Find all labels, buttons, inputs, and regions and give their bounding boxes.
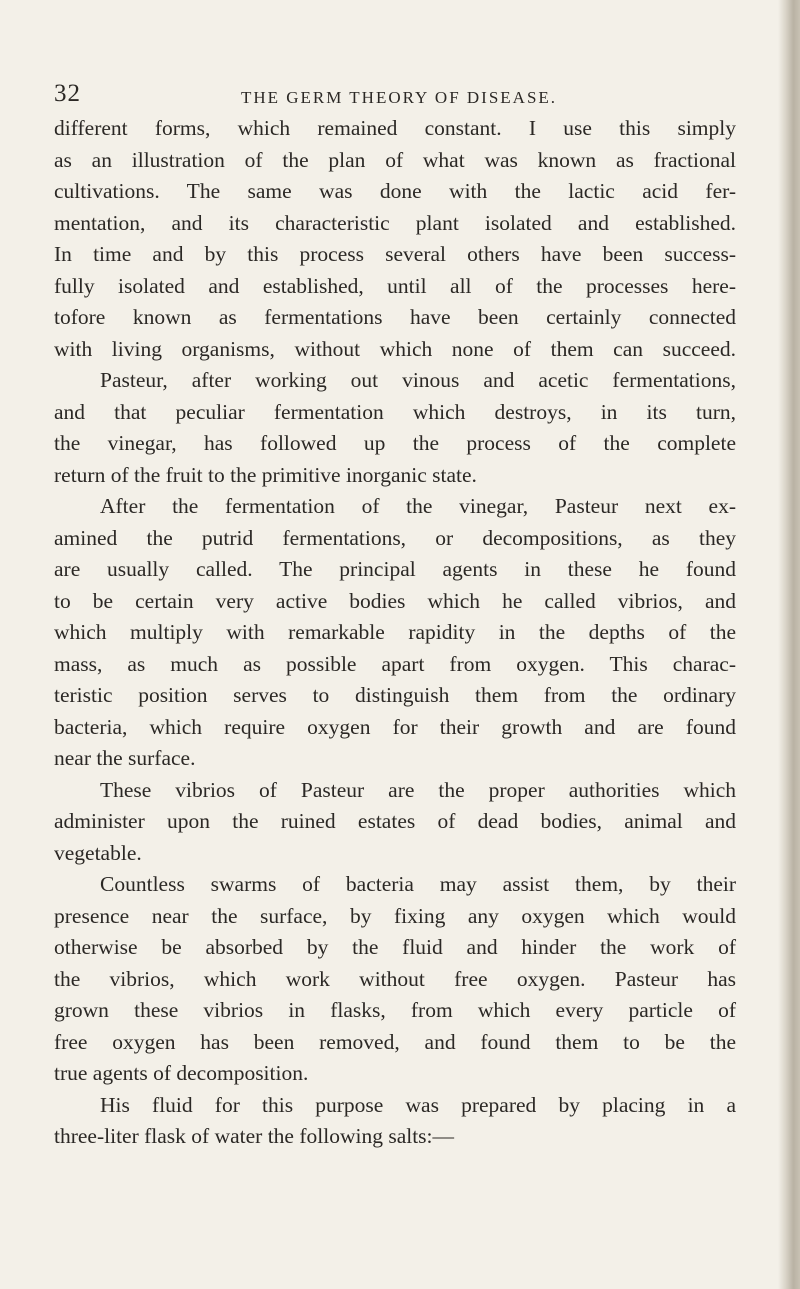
- text-line: the vinegar, has followed up the process of the complete: [54, 431, 736, 455]
- text-line: grown these vibrios in flasks, from which every particle of: [54, 998, 736, 1022]
- running-head: [54, 80, 744, 110]
- text-line: different forms, which remained constant. I use this simply: [54, 116, 736, 140]
- text-line: mentation, and its characteristic plant isolated and established.: [54, 210, 736, 235]
- text-line: three-liter flask of water the following salts:—: [54, 1124, 455, 1148]
- text-line: presence near the surface, by fixing any oxygen which would: [54, 903, 736, 928]
- page-edge-shadow: [778, 0, 800, 1289]
- text-line: amined the putrid fermentations, or decompositions, as they: [54, 525, 736, 550]
- text-line: cultivations. The same was done with the lactic acid fer-: [54, 179, 736, 203]
- text-line: near the surface.: [54, 746, 196, 770]
- text-line: the vibrios, which work without free oxygen. Pasteur has: [54, 966, 736, 991]
- running-title: THE GERM THEORY OF DISEASE.: [240, 88, 558, 107]
- text-line: free oxygen has been removed, and found them to be the: [54, 1029, 736, 1054]
- text-line: which multiply with remarkable rapidity in the depths of the: [54, 620, 736, 644]
- text-line: teristic position serves to distinguish them from the ordinary: [54, 683, 736, 707]
- text-line: His fluid for this purpose was prepared by placing in a: [100, 1092, 736, 1117]
- text-line: fully isolated and established, until all of the processes here-: [54, 273, 736, 298]
- text-line: administer upon the ruined estates of dead bodies, animal and: [54, 809, 736, 833]
- text-line: as an illustration of the plan of what was known as fractional: [54, 147, 736, 172]
- text-line: mass, as much as possible apart from oxygen. This charac-: [54, 651, 736, 676]
- text-line: with living organisms, without which none of them can succeed.: [54, 336, 736, 361]
- text-line: After the fermentation of the vinegar, Pasteur next ex-: [100, 494, 736, 518]
- text-line: are usually called. The principal agents in these he found: [54, 557, 736, 581]
- text-line: These vibrios of Pasteur are the proper authorities which: [100, 777, 736, 802]
- text-line: return of the fruit to the primitive inorganic state.: [54, 462, 477, 487]
- text-line: true agents of decomposition.: [54, 1061, 309, 1085]
- text-line: In time and by this process several others have been success-: [54, 242, 736, 266]
- text-line: vegetable.: [54, 840, 142, 865]
- body-text: [54, 113, 736, 1153]
- page-number: 32: [54, 80, 81, 107]
- text-line: Countless swarms of bacteria may assist them, by their: [100, 872, 736, 896]
- text-line: to be certain very active bodies which he called vibrios, and: [54, 588, 736, 613]
- text-line: tofore known as fermentations have been certainly connected: [54, 305, 736, 329]
- text-line: and that peculiar fermentation which destroys, in its turn,: [54, 399, 736, 424]
- text-line: otherwise be absorbed by the fluid and hinder the work of: [54, 935, 736, 959]
- text-line: Pasteur, after working out vinous and acetic fermentations,: [100, 368, 736, 392]
- text-line: bacteria, which require oxygen for their growth and are found: [54, 714, 736, 739]
